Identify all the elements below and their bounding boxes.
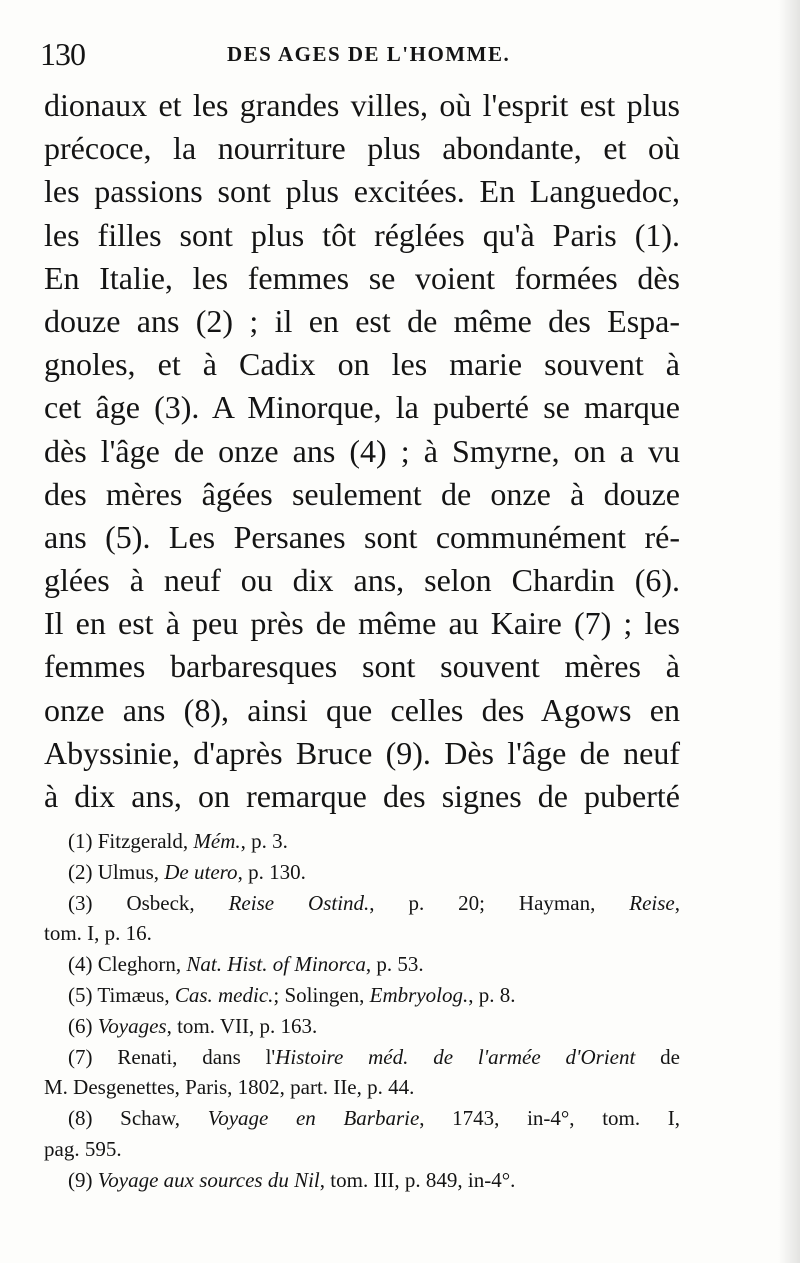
text-line: Abyssinie, d'après Bruce (9). Dès l'âge de neuf [44, 734, 680, 771]
footnote-marker: (8) [68, 1106, 93, 1131]
footnote-3-continuation: tom. I, p. 16. [44, 921, 152, 946]
footnotes [44, 826, 680, 1196]
text-line: dès l'âge de onze ans (4) ; à Smyrne, on a vu [44, 432, 680, 469]
text-line: à dix ans, on remarque des signes de puberté [44, 778, 680, 814]
page-edge-shadow [778, 0, 800, 1263]
page-header [30, 32, 730, 72]
text-line: femmes barbaresques sont souvent mères à [44, 648, 680, 685]
running-head: DES AGES DE L'HOMME. [227, 42, 511, 66]
text-line: des mères âgées seulement de onze à douze [44, 475, 680, 512]
footnote-7-continuation: M. Desgenettes, Paris, 1802, part. IIe, p. 44. [44, 1075, 415, 1100]
text-line: En Italie, les femmes se voient formées dès [44, 259, 680, 296]
page-number: 130 [40, 36, 85, 72]
text-line: gnoles, et à Cadix on les marie souvent à [44, 346, 680, 383]
text-line: cet âge (3). A Minorque, la puberté se marque [44, 389, 680, 426]
footnote-marker: (5) [68, 982, 93, 1007]
text-line: onze ans (8), ainsi que celles des Agows en [44, 691, 680, 728]
text-line: les filles sont plus tôt réglées qu'à Paris (1). [44, 216, 680, 253]
text-line: dionaux et les grandes villes, où l'esprit est plus [44, 87, 680, 123]
footnote-2: (2) Ulmus, De utero, p. 130. [68, 859, 306, 884]
text-line: ans (5). Les Persanes sont communément ré- [44, 518, 680, 555]
text-line: précoce, la nourriture plus abondante, et où [44, 130, 680, 167]
footnote-8: (8) Schaw, Voyage en Barbarie, 1743, in-4°, tom. I, [68, 1106, 681, 1131]
footnote-1: (1) Fitzgerald, Mém., p. 3. [68, 829, 288, 853]
footnote-marker: (9) [68, 1167, 93, 1192]
footnote-marker: (7) [68, 1044, 93, 1069]
footnote-marker: (6) [68, 1013, 93, 1038]
footnote-marker: (3) [68, 890, 93, 915]
text-line: Il en est à peu près de même au Kaire (7) ; les [44, 605, 680, 642]
footnote-marker: (4) [68, 952, 93, 977]
footnote-marker: (2) [68, 859, 93, 884]
text-line: douze ans (2) ; il en est de même des Espa- [44, 302, 680, 339]
footnote-4: (4) Cleghorn, Nat. Hist. of Minorca, p. 53. [68, 952, 424, 977]
footnote-7: (7) Renati, dans l'Histoire méd. de l'armée d'Orient de [68, 1044, 680, 1069]
text-line: les passions sont plus excitées. En Languedoc, [44, 173, 680, 210]
main-text [44, 84, 680, 818]
footnote-6: (6) Voyages, tom. VII, p. 163. [68, 1013, 318, 1038]
footnote-9: (9) Voyage aux sources du Nil, tom. III, p. 849, in-4°. [68, 1167, 516, 1192]
text-line: glées à neuf ou dix ans, selon Chardin (6). [44, 562, 680, 599]
footnote-5: (5) Timæus, Cas. medic.; Solingen, Embryolog., p. 8. [68, 982, 516, 1007]
footnote-3: (3) Osbeck, Reise Ostind., p. 20; Hayman, Reise, [68, 890, 680, 915]
footnote-8-continuation: pag. 595. [44, 1136, 122, 1161]
footnote-marker: (1) [68, 829, 93, 853]
